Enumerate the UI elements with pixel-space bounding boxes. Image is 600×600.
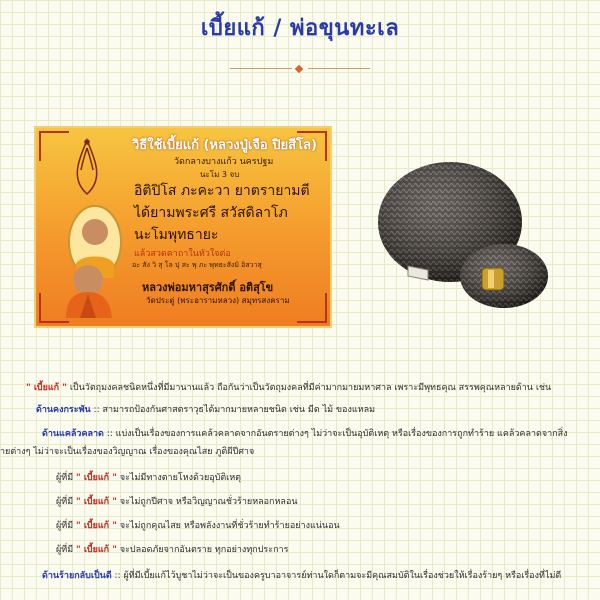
monk-portrait [60, 194, 130, 318]
page-title: เบี้ยแก้ / พ่อขุนทะเล [200, 16, 400, 41]
card-chant-line-3: นะโมพุทธายะ [134, 227, 219, 243]
buddha-hand-icon [70, 136, 104, 196]
card-title: วิธีใช้เบี้ยแก้ (หลวงปู่เจือ ปิยสีโล) [132, 138, 317, 153]
card-signature: หลวงพ่อมหาสุรศักดิ์ อติสุโข [142, 281, 274, 294]
section-protection-continued: ายต่างๆ ไม่ว่าจะเป็นเรื่องของวิญญาณ เรื่องของคุณไสย ภูติผีปีศาจ [0, 447, 255, 457]
card-signature-temple: วัดประดู่ (พระอารามหลวง) สมุทรสงคราม [146, 296, 290, 305]
section-protection: ด้านแคล้วคลาด :: แบ่งเป็นเรื่องของการแคล้วคลาดจากอันตรายต่างๆ ไม่ว่าจะเป็นอุบัติเหตุ หรือเรื่องของการถูกทำร้าย แคล้วคลาดจากสิ่ง [42, 429, 568, 439]
list-item: ผู้ที่มี " เบี้ยแก้ " จะไม่มีทางตายโหงด้วยอุบัติเหตุ [56, 473, 242, 483]
bia-kae-amulet-photo [372, 158, 552, 310]
section-misfortune-to-fortune: ด้านร้ายกลับเป็นดี :: ผู้ที่มีเบี้ยแก้ไว้บูชาไม่ว่าจะเป็นของครูบาอาจารย์ท่านใดก็ตามจะมีคุณสมบัติในเรื่องช่วยให้เรื่องร้ายๆ หรือเรื่องที่ไม่ดี [42, 571, 562, 581]
card-chant-line-1: อิติปิโส ภะคะวา ยาตรายามตี [134, 183, 310, 199]
list-item: ผู้ที่มี " เบี้ยแก้ " จะปลอดภัยจากอันตราย ทุกอย่างทุกประการ [56, 545, 289, 555]
list-item: ผู้ที่มี " เบี้ยแก้ " จะไม่ถูกคุณไสย หรือพลังงานที่ชั่วร้ายทำร้ายอย่างแน่นอน [56, 521, 340, 531]
card-chant-line-2: ได้ยามพระศรี สวัสดิลาโภ [134, 205, 288, 221]
section-invulnerability: ด้านคงกระพัน :: สามารถป้องกันศาสตราวุธได้มากมายหลายชนิด เช่น มีด ไม้ ของแหลม [36, 405, 376, 415]
list-item: ผู้ที่มี " เบี้ยแก้ " จะไม่ถูกปีศาจ หรือวิญญาณชั่วร้ายหลอกหลอน [56, 497, 298, 507]
card-chant-intro: นะโม 3 จบ [200, 170, 240, 179]
card-verse: อะ สัง วิ สุ โล ปุ สะ พุ ภะ พุทธะสังมิ อิสวาสุ [132, 261, 262, 269]
chant-instruction-card [34, 126, 332, 328]
title-divider [230, 66, 370, 72]
card-note: แล้วสวดคาถาในหัวใจต่อ [134, 249, 231, 259]
intro-paragraph: " เบี้ยแก้ " เป็นวัตถุมงคลชนิดหนึ่งที่มีมานานแล้ว ถือกันว่าเป็นวัตถุมงคลที่มีค่ามากมายมหาศาล เพราะมีพุทธคุณ สรรพคุณหลายด้าน เช่น [26, 383, 552, 393]
card-temple-line: วัดกลางบางแก้ว นครปฐม [174, 157, 274, 167]
